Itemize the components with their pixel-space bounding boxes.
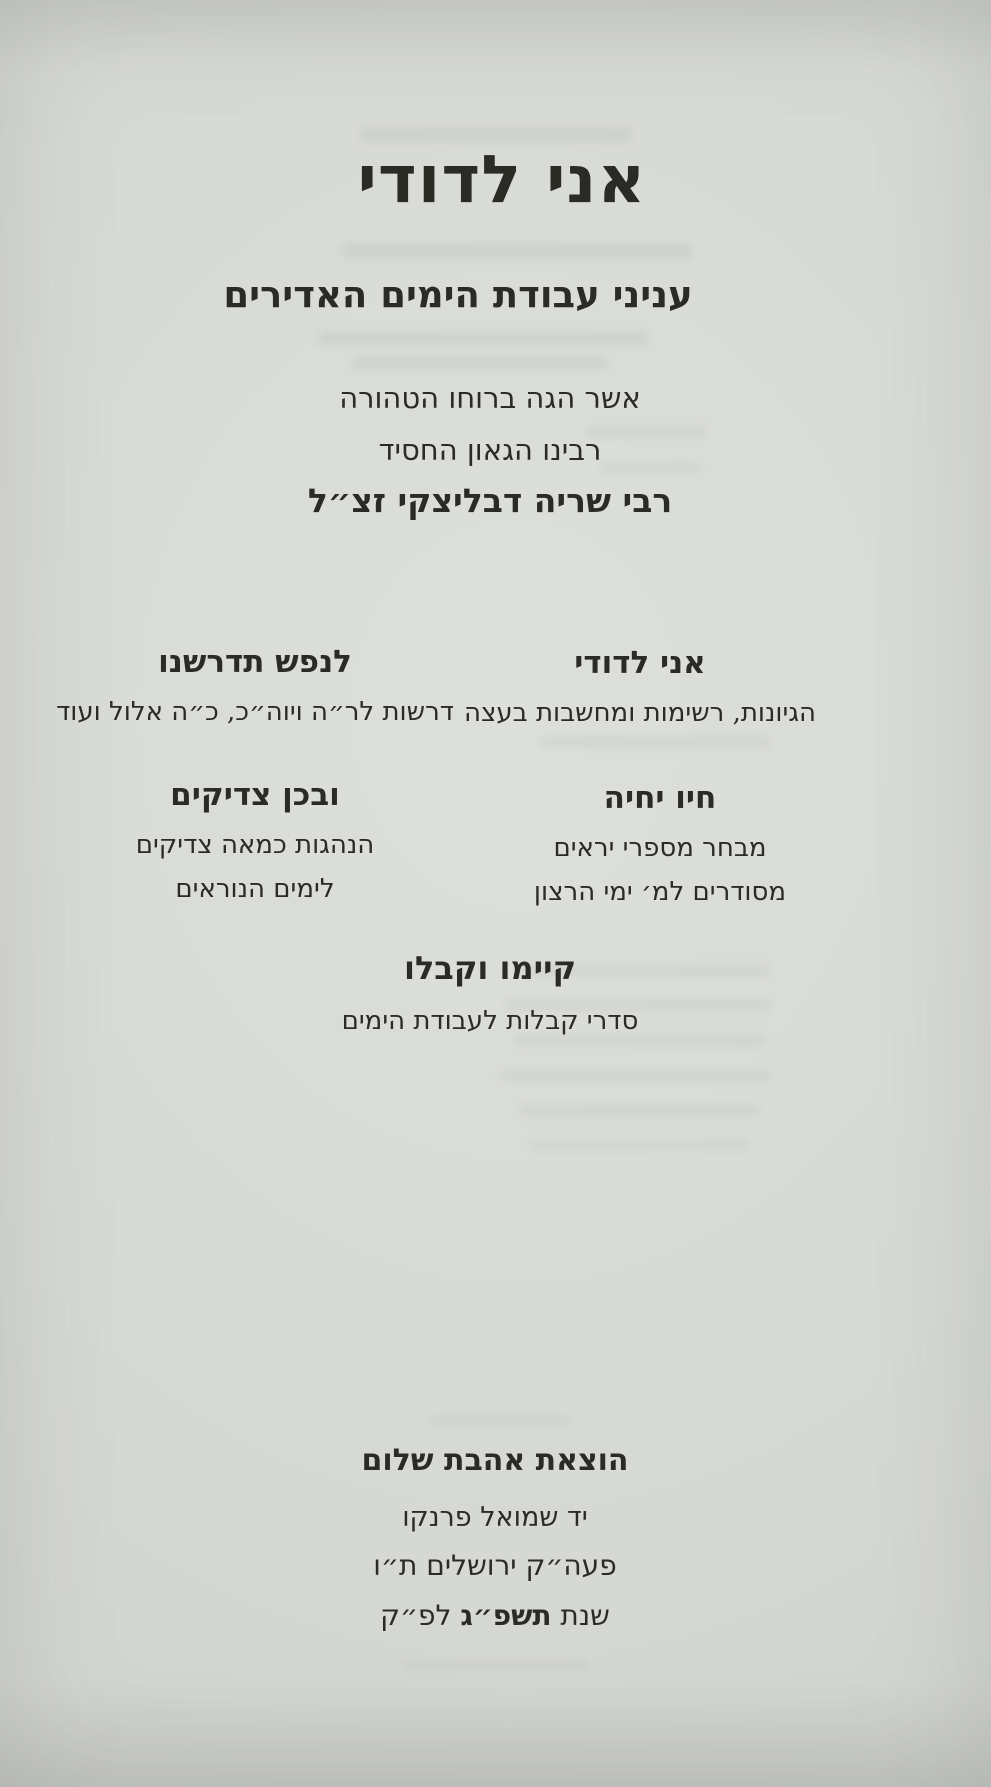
bleed-through-ghost [430, 1416, 570, 1426]
section-uvchen-tzaddikim [55, 777, 455, 918]
year-suffix: לפ״ק [380, 1599, 452, 1632]
year-prefix: שנת [560, 1599, 610, 1632]
author-attribution-line: רבינו הגאון החסיד [378, 433, 602, 467]
section-title: לנפש תדרשנו [158, 644, 352, 680]
section-desc: דרשות לר״ה ויוה״כ, כ״ה אלול ועוד [56, 697, 454, 727]
publication-place: פעה״ק ירושלים ת״ו [373, 1549, 617, 1582]
section-desc: מסודרים למ׳ ימי הרצון [533, 877, 787, 907]
bleed-through-ghost [500, 1070, 770, 1081]
bleed-through-ghost [342, 243, 692, 258]
author-name: רבי שריה דבליצקי זצ״ל [307, 481, 673, 520]
bleed-through-ghost [530, 1140, 750, 1151]
section-title: ובכן צדיקים [170, 777, 340, 813]
section-title: חיו יחיה [603, 780, 717, 816]
bleed-through-ghost [318, 332, 648, 345]
section-chayo-yichyeh [460, 780, 860, 921]
publication-year [15, 1599, 975, 1632]
section-desc: הגיונות, רשימות ומחשבות בעצה [463, 698, 817, 728]
section-lanefesh-tidreshenu [55, 644, 455, 741]
year-value: תשפ״ג [460, 1599, 552, 1632]
book-subtitle: עניני עבודת הימים האדירים [223, 272, 693, 316]
publisher-institute: יד שמואל פרנקו [402, 1502, 588, 1533]
author-attribution-line: אשר הגה ברוחו הטהורה [339, 381, 641, 415]
section-desc: הנהגות כמאה צדיקים [135, 830, 375, 860]
bleed-through-ghost [400, 1660, 590, 1670]
publisher-name: הוצאת אהבת שלום [361, 1443, 629, 1478]
section-desc: סדרי קבלות לעבודת הימים [341, 1006, 639, 1036]
section-ani-ledodi [440, 645, 840, 742]
section-desc: לימים הנוראים [175, 874, 335, 904]
book-title: אני לדודי [357, 140, 647, 218]
bleed-through-ghost [520, 1105, 760, 1116]
section-title: קיימו וקבלו [403, 949, 577, 987]
bleed-through-ghost [352, 357, 608, 369]
section-kiymu-vekiblu [180, 950, 800, 1050]
section-desc: מבחר מספרי יראים [553, 833, 767, 863]
section-title: אני לדודי [574, 645, 706, 681]
